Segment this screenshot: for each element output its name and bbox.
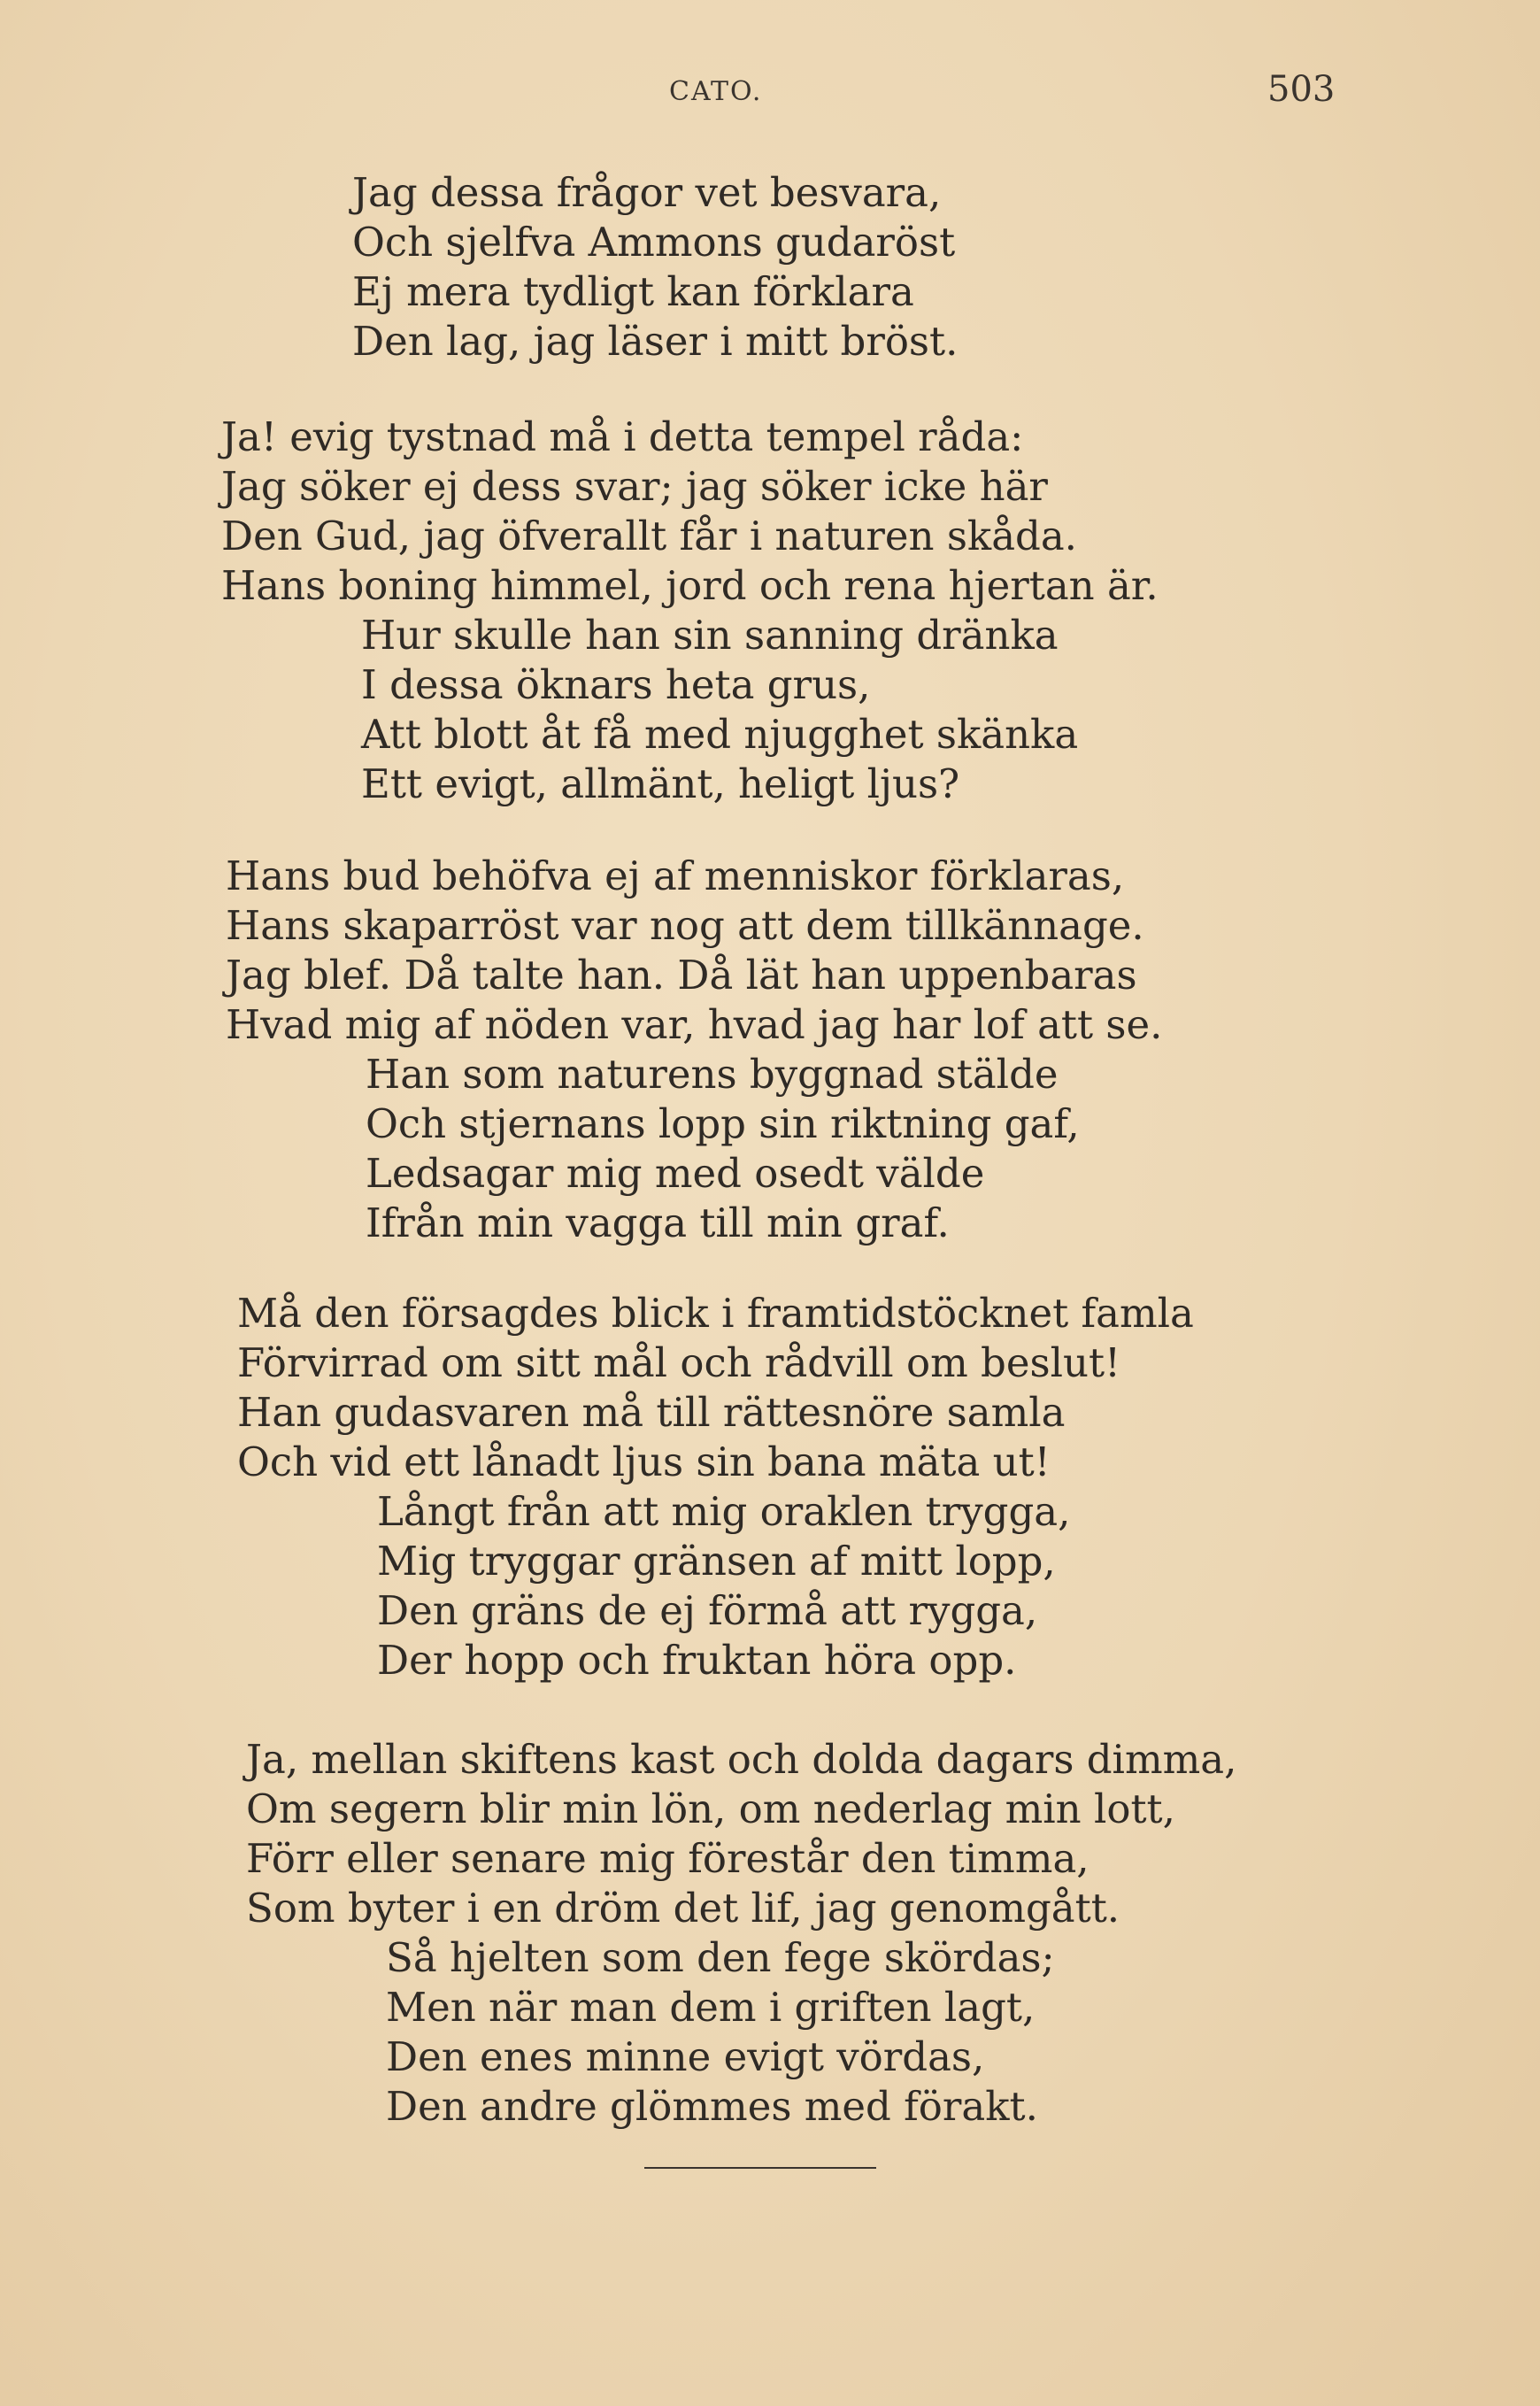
stanza-5 (246, 1735, 1236, 2132)
verse-line-indented: I dessa öknars heta grus, (361, 661, 871, 708)
verse-line-indented: Men när man dem i griften lagt, (386, 1984, 1036, 2031)
stanza-1 (352, 168, 958, 366)
verse-line: Förr eller senare mig förestår den timma, (246, 1835, 1090, 1882)
verse-line-indented: Mig tryggar gränsen af mitt lopp, (377, 1538, 1056, 1585)
stanza-4 (237, 1289, 1194, 1685)
verse-line: Om segern blir min lön, om nederlag min lott, (246, 1785, 1175, 1832)
verse-line-indented: Den enes minne evigt vördas, (386, 2033, 985, 2080)
verse-line-indented: Han som naturens byggnad stälde (366, 1051, 1059, 1098)
verse-line-indented: Ledsagar mig med osedt välde (366, 1150, 985, 1197)
verse-line: Och sjelfva Ammons gudaröst (352, 219, 956, 266)
verse-line-indented: Den gräns de ej förmå att rygga, (377, 1587, 1038, 1634)
verse-line: Hans bud behöfva ej af menniskor förklaras, (226, 852, 1125, 899)
verse-line: Ej mera tydligt kan förklara (352, 268, 914, 315)
verse-line: Förvirrad om sitt mål och rådvill om beslut! (237, 1339, 1121, 1386)
verse-line: Ja! evig tystnad må i detta tempel råda: (221, 413, 1024, 460)
verse-line-indented: Så hjelten som den fege skördas; (386, 1934, 1055, 1981)
stanza-2 (221, 413, 1159, 809)
verse-line-indented: Der hopp och fruktan höra opp. (377, 1637, 1017, 1684)
stanza-3 (226, 852, 1162, 1248)
verse-line-indented: Ifrån min vagga till min graf. (366, 1199, 950, 1246)
verse-line-indented: Att blott åt få med njugghet skänka (361, 711, 1079, 758)
section-end-rule (644, 2167, 876, 2169)
verse-line-indented: Långt från att mig oraklen trygga, (377, 1488, 1071, 1535)
verse-line: Jag söker ej dess svar; jag söker icke här (221, 463, 1048, 510)
verse-line: Och vid ett lånadt ljus sin bana mäta ut! (237, 1438, 1051, 1485)
verse-line: Den lag, jag läser i mitt bröst. (352, 318, 959, 365)
verse-line-indented: Ett evigt, allmänt, heligt ljus? (361, 760, 960, 807)
verse-line-indented: Den andre glömmes med förakt. (386, 2083, 1038, 2130)
verse-line: Han gudasvaren må till rättesnöre samla (237, 1389, 1066, 1436)
verse-line: Ja, mellan skiftens kast och dolda dagars dimma, (246, 1736, 1237, 1783)
verse-line: Den Gud, jag öfverallt får i naturen skåda. (221, 513, 1077, 559)
verse-line-indented: Och stjernans lopp sin riktning gaf, (366, 1100, 1080, 1147)
verse-line: Jag dessa frågor vet besvara, (352, 169, 942, 216)
verse-line: Som byter i en dröm det lif, jag genomgått. (246, 1885, 1120, 1932)
verse-line: Må den försagdes blick i framtidstöcknet famla (237, 1290, 1194, 1337)
verse-line-indented: Hur skulle han sin sanning dränka (361, 612, 1059, 659)
verse-line: Hans boning himmel, jord och rena hjertan är. (221, 562, 1159, 609)
page-number: 503 (1267, 69, 1336, 110)
verse-line: Hvad mig af nöden var, hvad jag har lof att se. (226, 1001, 1163, 1048)
running-head: CATO. (669, 76, 763, 107)
verse-line: Jag blef. Då talte han. Då lät han uppenbaras (226, 952, 1137, 999)
verse-line: Hans skaparröst var nog att dem tillkännage. (226, 902, 1144, 949)
